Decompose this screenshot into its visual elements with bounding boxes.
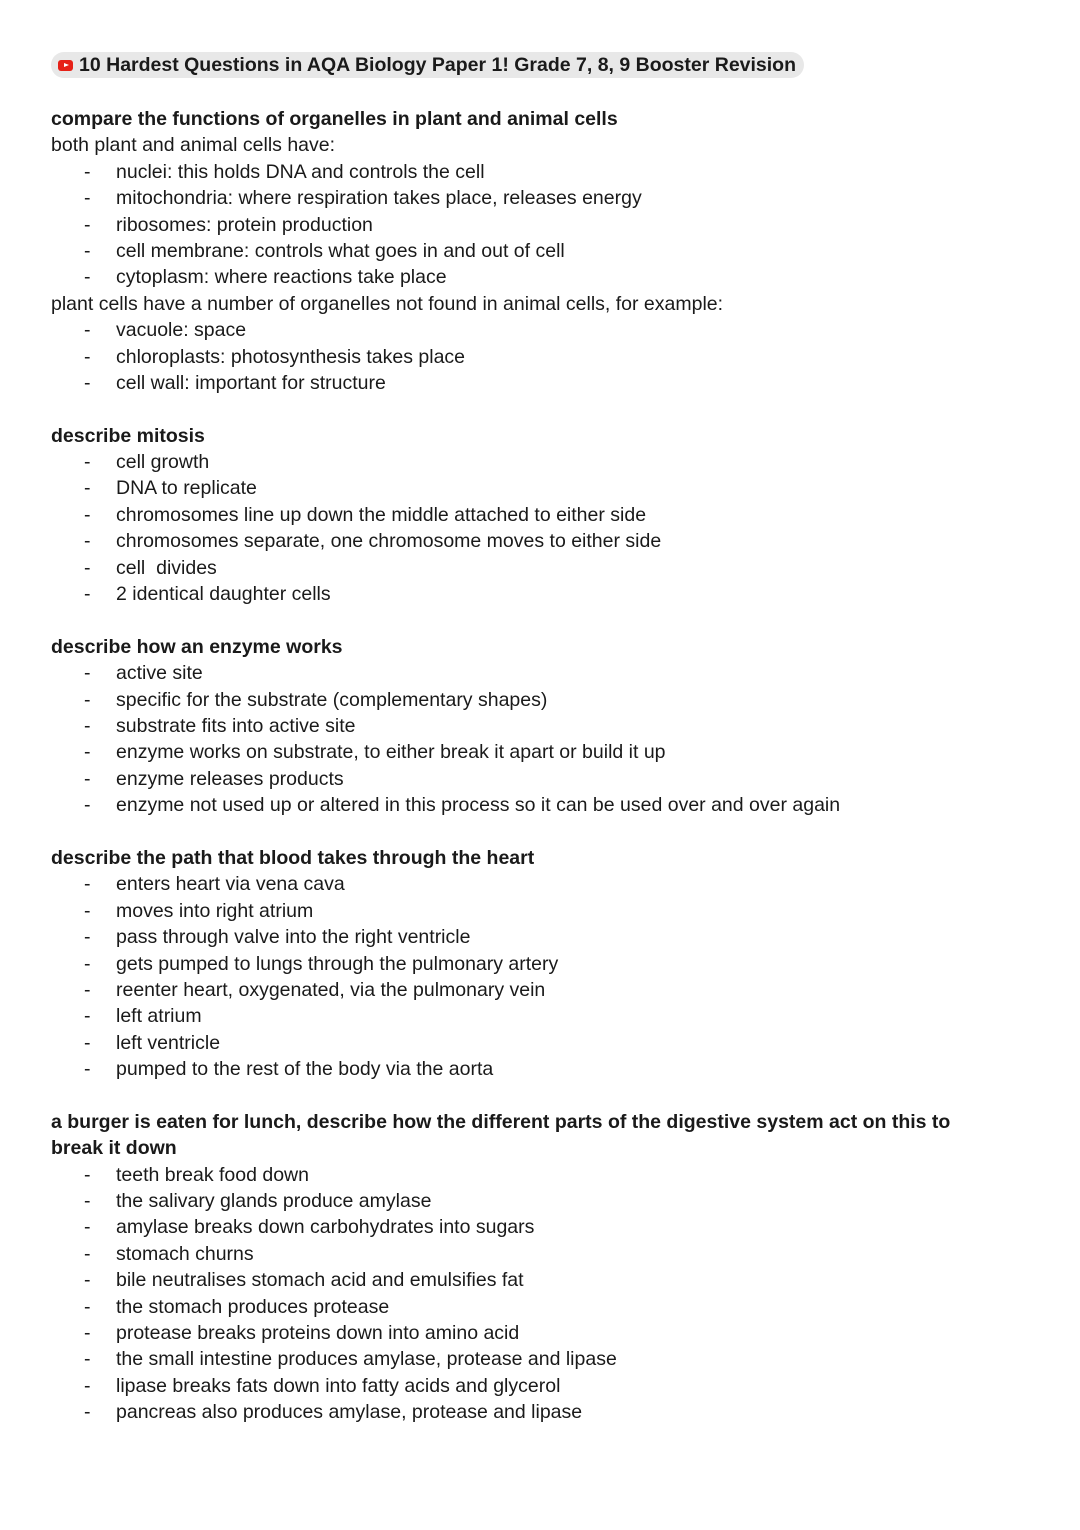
bullet-dash: - bbox=[84, 1269, 91, 1292]
bullet-list bbox=[51, 660, 1041, 818]
section-organelles bbox=[51, 106, 1041, 396]
list-item: - amylase breaks down carbohydrates into sugars bbox=[51, 1214, 1041, 1240]
bullet-dash: - bbox=[84, 213, 91, 236]
bullet-dash: - bbox=[84, 1401, 91, 1424]
list-item: - chloroplasts: photosynthesis takes place bbox=[51, 344, 1041, 370]
bullet-dash: - bbox=[84, 1322, 91, 1344]
bullet-dash: - bbox=[84, 319, 91, 342]
bullet-dash: - bbox=[84, 371, 91, 394]
list-item: - pancreas also produces amylase, protease and lipase bbox=[51, 1399, 1041, 1425]
bullet-dash: - bbox=[84, 1005, 91, 1028]
video-link-chip[interactable] bbox=[51, 52, 804, 78]
section-title: describe mitosis bbox=[51, 424, 205, 447]
bullet-dash: - bbox=[84, 583, 91, 606]
section-title: a burger is eaten for lunch, describe how the different parts of the digestive system act on this to break it down bbox=[51, 1110, 951, 1160]
section-heart bbox=[51, 845, 1041, 1083]
list-item: - specific for the substrate (complementary shapes) bbox=[51, 687, 1041, 713]
bullet-list bbox=[51, 317, 1041, 396]
youtube-play-icon bbox=[58, 60, 73, 71]
list-item: - cell growth bbox=[51, 449, 1041, 475]
bullet-dash: - bbox=[84, 899, 91, 922]
bullet-dash: - bbox=[84, 688, 91, 711]
bullet-dash: - bbox=[84, 345, 91, 368]
list-item: - reenter heart, oxygenated, via the pulmonary vein bbox=[51, 977, 1041, 1003]
bullet-dash: - bbox=[84, 741, 91, 764]
bullet-dash: - bbox=[84, 873, 91, 896]
list-item: - vacuole: space bbox=[51, 317, 1041, 343]
list-item: - left atrium bbox=[51, 1003, 1041, 1029]
list-item: - cell membrane: controls what goes in and out of cell bbox=[51, 238, 1041, 264]
bullet-list bbox=[51, 159, 1041, 291]
bullet-dash: - bbox=[84, 556, 91, 579]
bullet-dash: - bbox=[84, 477, 91, 500]
list-item: - mitochondria: where respiration takes place, releases energy bbox=[51, 185, 1041, 211]
bullet-dash: - bbox=[84, 1031, 91, 1054]
bullet-dash: - bbox=[84, 662, 91, 685]
list-item: - chromosomes line up down the middle attached to either side bbox=[51, 502, 1041, 528]
bullet-dash: - bbox=[84, 451, 91, 474]
list-item: - chromosomes separate, one chromosome moves to either side bbox=[51, 528, 1041, 554]
section-mitosis bbox=[51, 423, 1041, 608]
list-item: - lipase breaks fats down into fatty acids and glycerol bbox=[51, 1373, 1041, 1399]
list-item: - protease breaks proteins down into amino acid bbox=[51, 1320, 1041, 1346]
bullet-list bbox=[51, 1162, 1041, 1426]
bullet-list bbox=[51, 449, 1041, 607]
video-link-title[interactable]: 10 Hardest Questions in AQA Biology Paper 1! Grade 7, 8, 9 Booster Revision bbox=[79, 54, 797, 76]
list-item: - stomach churns bbox=[51, 1241, 1041, 1267]
list-item: - active site bbox=[51, 660, 1041, 686]
list-item: - ribosomes: protein production bbox=[51, 212, 1041, 238]
document-body bbox=[51, 106, 1041, 1452]
section-intro: plant cells have a number of organelles not found in animal cells, for example: bbox=[51, 292, 724, 315]
bullet-dash: - bbox=[84, 239, 91, 262]
bullet-dash: - bbox=[84, 952, 91, 975]
list-item: - enzyme works on substrate, to either break it apart or build it up bbox=[51, 739, 1041, 765]
bullet-dash: - bbox=[84, 1163, 91, 1186]
list-item: - left ventricle bbox=[51, 1030, 1041, 1056]
bullet-dash: - bbox=[84, 1216, 91, 1239]
bullet-dash: - bbox=[84, 714, 91, 737]
bullet-dash: - bbox=[84, 160, 91, 183]
list-item: - moves into right atrium bbox=[51, 898, 1041, 924]
list-item: - the salivary glands produce amylase bbox=[51, 1188, 1041, 1214]
bullet-dash: - bbox=[84, 794, 91, 817]
section-title: compare the functions of organelles in plant and animal cells bbox=[51, 108, 618, 130]
list-item: - DNA to replicate bbox=[51, 475, 1041, 501]
list-item: - enzyme not used up or altered in this process so it can be used over and over again bbox=[51, 792, 1041, 818]
list-item: - gets pumped to lungs through the pulmonary artery bbox=[51, 951, 1041, 977]
bullet-list bbox=[51, 871, 1041, 1082]
section-enzyme bbox=[51, 634, 1041, 819]
list-item: - pumped to the rest of the body via the aorta bbox=[51, 1056, 1041, 1082]
section-digestion bbox=[51, 1109, 1041, 1426]
section-title: describe the path that blood takes through the heart bbox=[51, 846, 535, 869]
bullet-dash: - bbox=[84, 926, 91, 949]
list-item: - teeth break food down bbox=[51, 1162, 1041, 1188]
bullet-dash: - bbox=[84, 1190, 91, 1213]
list-item: - cell divides bbox=[51, 555, 1041, 581]
bullet-dash: - bbox=[84, 978, 91, 1001]
list-item: - cytoplasm: where reactions take place bbox=[51, 264, 1041, 290]
bullet-dash: - bbox=[84, 1295, 91, 1318]
list-item: - substrate fits into active site bbox=[51, 713, 1041, 739]
list-item: - bile neutralises stomach acid and emulsifies fat bbox=[51, 1267, 1041, 1293]
bullet-dash: - bbox=[84, 1058, 91, 1081]
list-item: - 2 identical daughter cells bbox=[51, 581, 1041, 607]
list-item: - enters heart via vena cava bbox=[51, 871, 1041, 897]
bullet-dash: - bbox=[84, 266, 91, 289]
bullet-dash: - bbox=[84, 1242, 91, 1265]
list-item: - the stomach produces protease bbox=[51, 1294, 1041, 1320]
list-item: - nuclei: this holds DNA and controls the cell bbox=[51, 159, 1041, 185]
section-intro: both plant and animal cells have: bbox=[51, 134, 336, 157]
bullet-dash: - bbox=[84, 1348, 91, 1371]
bullet-dash: - bbox=[84, 1374, 91, 1397]
bullet-dash: - bbox=[84, 187, 91, 210]
list-item: - enzyme releases products bbox=[51, 766, 1041, 792]
bullet-dash: - bbox=[84, 530, 91, 553]
bullet-dash: - bbox=[84, 503, 91, 526]
section-title: describe how an enzyme works bbox=[51, 635, 343, 658]
list-item: - the small intestine produces amylase, protease and lipase bbox=[51, 1346, 1041, 1372]
bullet-dash: - bbox=[84, 767, 91, 790]
list-item: - cell wall: important for structure bbox=[51, 370, 1041, 396]
list-item: - pass through valve into the right ventricle bbox=[51, 924, 1041, 950]
